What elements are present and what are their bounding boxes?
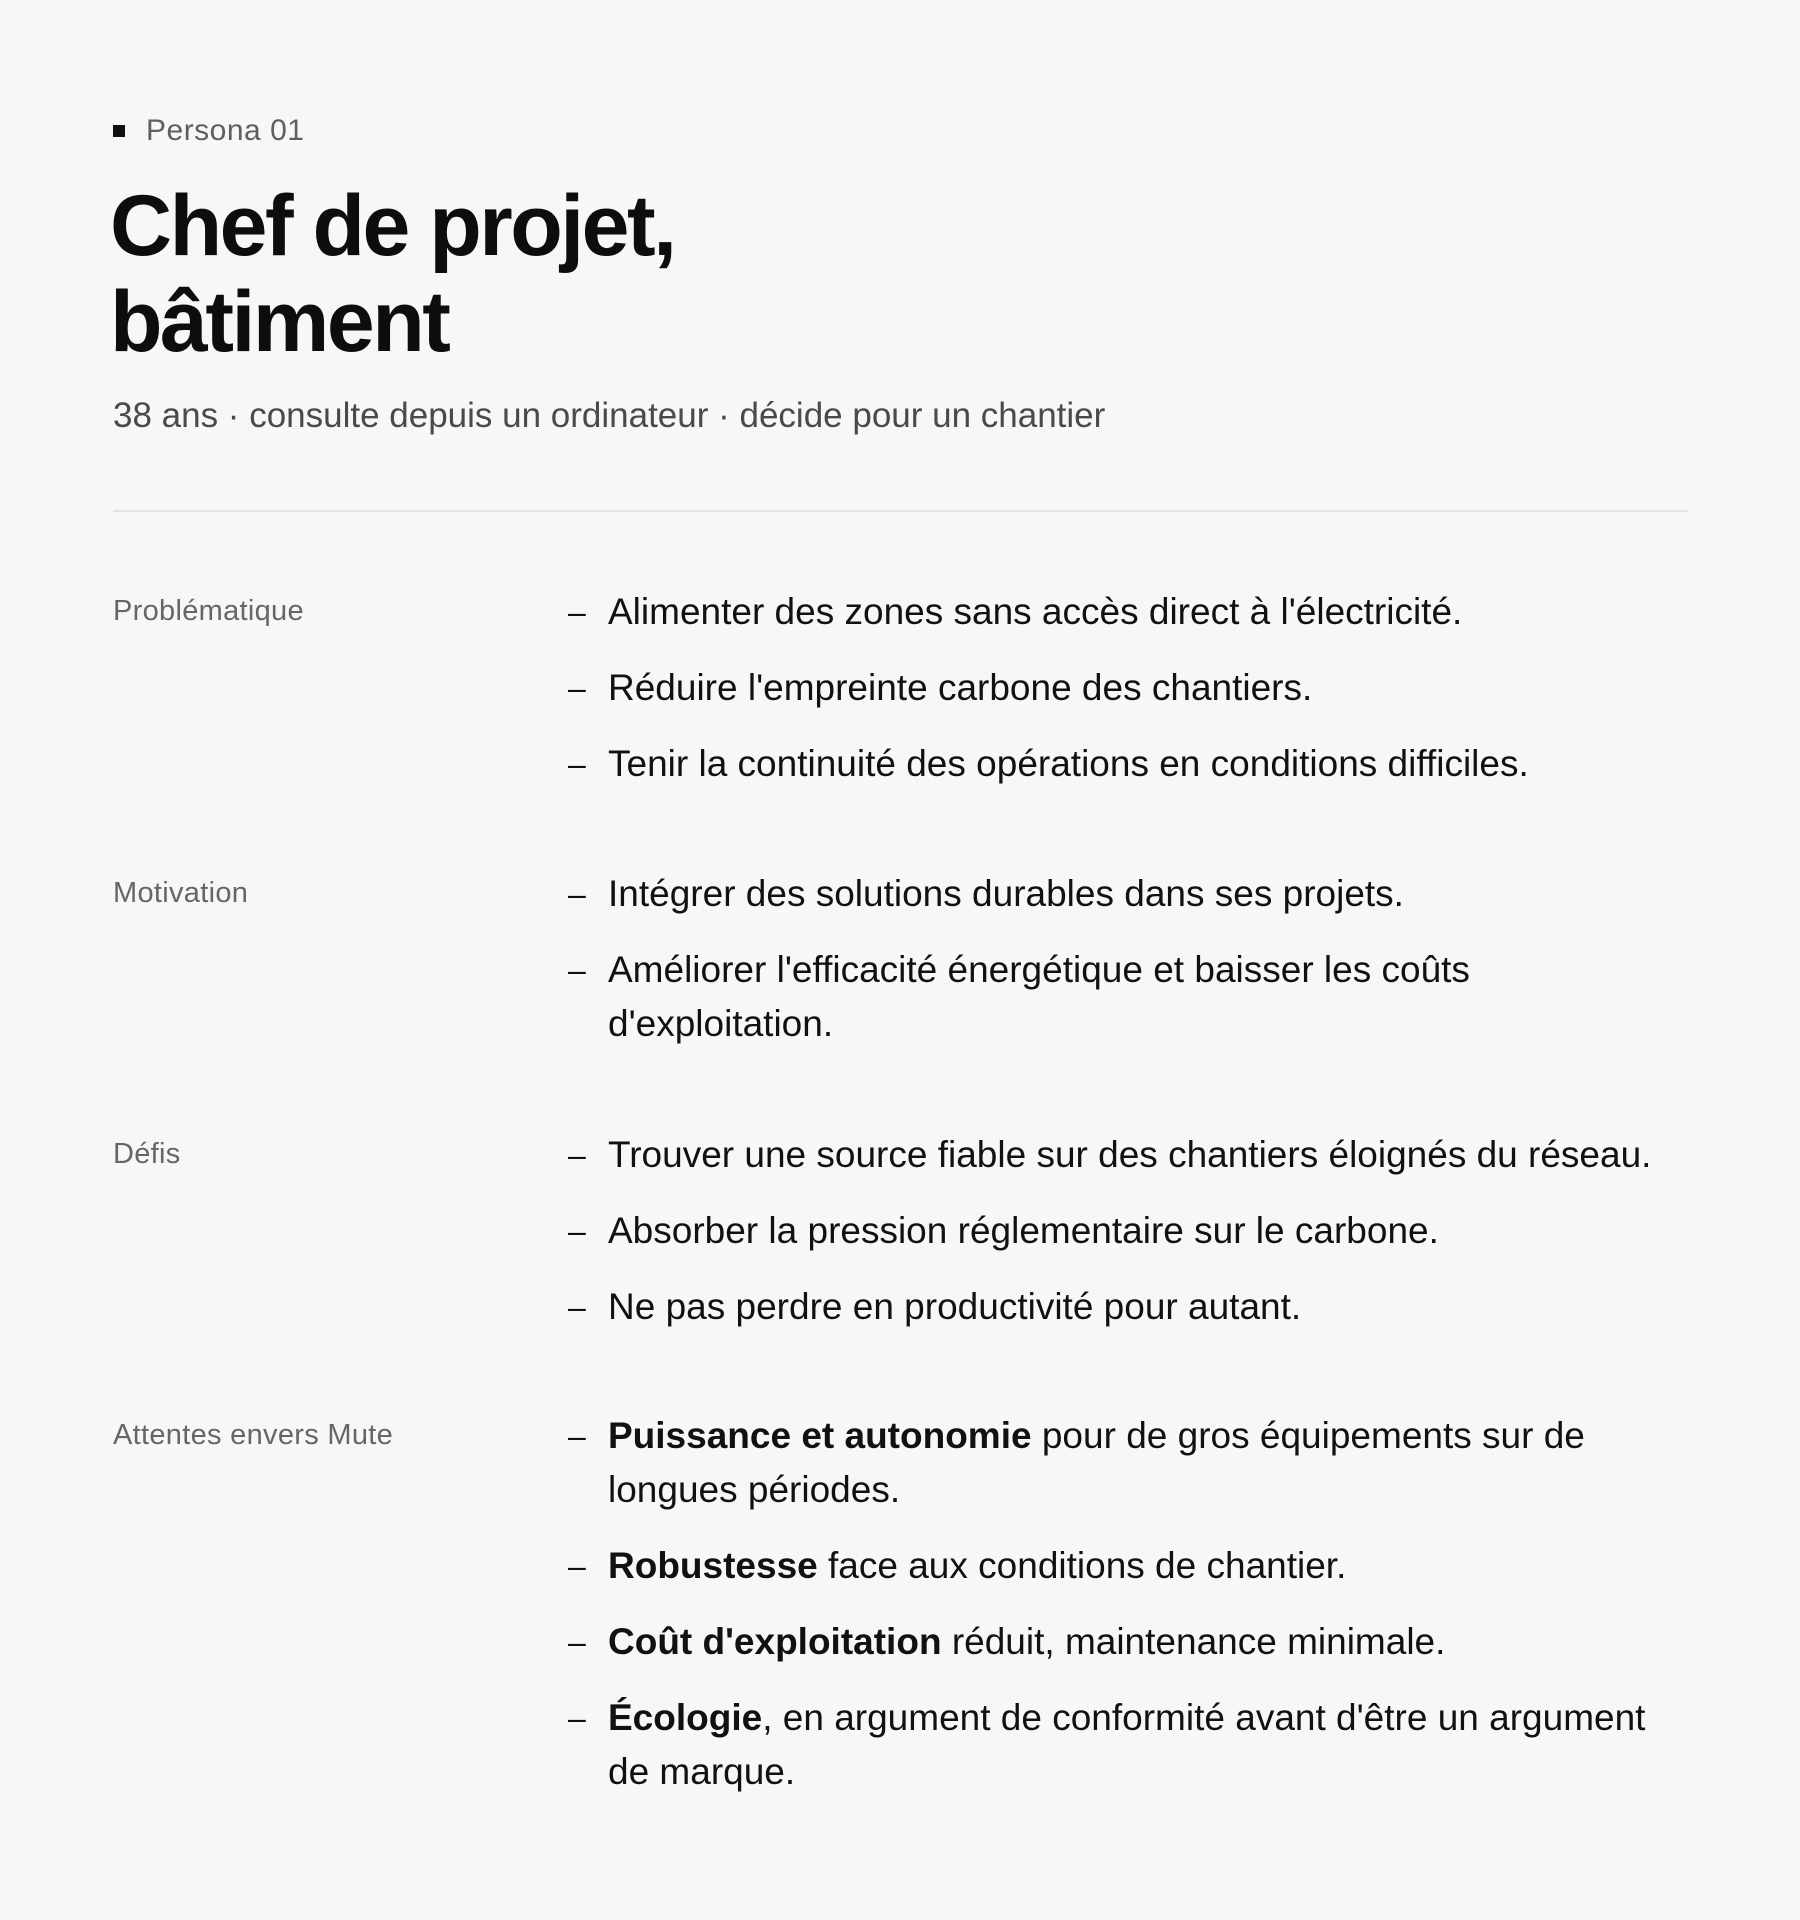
page-title [110, 178, 675, 370]
dash-icon: – [568, 670, 586, 706]
dash-icon: – [568, 1213, 586, 1249]
item-text: Trouver une source fiable sur des chantiers éloignés du réseau. [608, 1134, 1652, 1175]
item-text: Améliorer l'efficacité énergétique et baisser les coûts d'exploitation. [608, 949, 1470, 1044]
dash-icon: – [568, 1548, 586, 1584]
bullet-list [568, 867, 1693, 1073]
dash-icon: – [568, 594, 586, 630]
item-emphasis: Puissance et autonomie [608, 1415, 1032, 1456]
dash-icon: – [568, 1624, 586, 1660]
square-bullet-icon [113, 125, 125, 137]
section-label: Défis [113, 1138, 181, 1170]
dash-icon: – [568, 876, 586, 912]
list-item [568, 1615, 1693, 1669]
persona-number: Persona 01 [146, 114, 305, 147]
section-label: Motivation [113, 877, 249, 909]
item-text: Ne pas perdre en productivité pour autant. [608, 1286, 1302, 1327]
divider [113, 510, 1688, 512]
eyebrow [113, 114, 304, 148]
bullet-list [568, 585, 1693, 813]
item-text: , en argument de conformité avant d'être un argument de marque. [608, 1697, 1646, 1792]
list-item [568, 585, 1693, 639]
list-item [568, 943, 1693, 1051]
dash-icon: – [568, 1700, 586, 1736]
item-text: pour de gros équipements sur de longues périodes. [608, 1415, 1585, 1510]
item-text: face aux conditions de chantier. [817, 1545, 1347, 1586]
dash-icon: – [568, 746, 586, 782]
item-text: réduit, maintenance minimale. [941, 1621, 1446, 1662]
item-text: Intégrer des solutions durables dans ses projets. [608, 873, 1404, 914]
section-label: Attentes envers Mute [113, 1419, 394, 1451]
item-emphasis: Écologie [608, 1697, 763, 1738]
dash-icon: – [568, 952, 586, 988]
item-text: Réduire l'empreinte carbone des chantiers. [608, 667, 1313, 708]
bullet-list [568, 1409, 1693, 1821]
title-line-1: Chef de projet, [110, 178, 675, 274]
list-item [568, 737, 1693, 791]
item-text: Absorber la pression réglementaire sur le carbone. [608, 1210, 1439, 1251]
title-line-2: bâtiment [110, 274, 449, 370]
dash-icon: – [568, 1418, 586, 1454]
item-emphasis: Robustesse [608, 1545, 818, 1586]
item-text: Alimenter des zones sans accès direct à l'électricité. [608, 591, 1463, 632]
item-text: Tenir la continuité des opérations en conditions difficiles. [608, 743, 1529, 784]
persona-summary: 38 ans · consulte depuis un ordinateur · décide pour un chantier [113, 396, 1106, 435]
list-item [568, 867, 1693, 921]
list-item [568, 1409, 1693, 1517]
dash-icon: – [568, 1137, 586, 1173]
list-item [568, 1280, 1693, 1334]
list-item [568, 1691, 1693, 1799]
dash-icon: – [568, 1289, 586, 1325]
section-label: Problématique [113, 595, 304, 627]
list-item [568, 1128, 1693, 1182]
list-item [568, 661, 1693, 715]
list-item [568, 1539, 1693, 1593]
bullet-list [568, 1128, 1693, 1356]
item-emphasis: Coût d'exploitation [608, 1621, 942, 1662]
list-item [568, 1204, 1693, 1258]
